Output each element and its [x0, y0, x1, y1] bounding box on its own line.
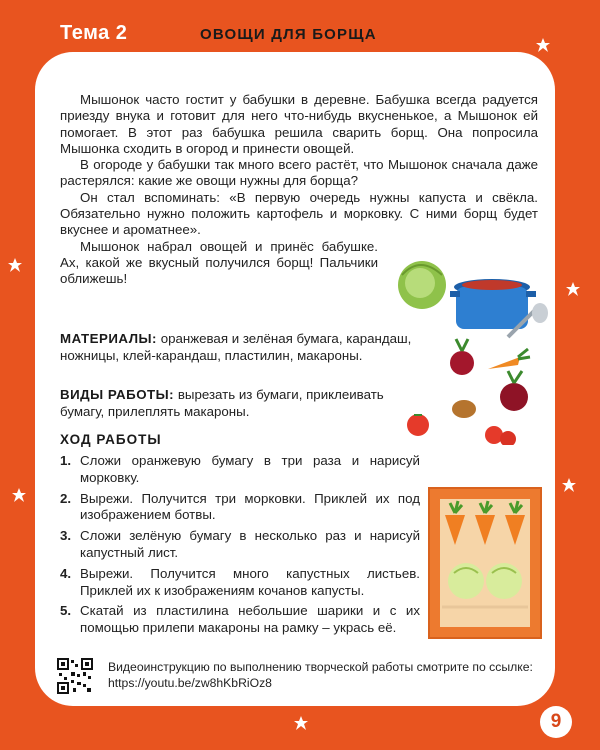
step-number: 3. — [60, 528, 72, 544]
materials-label: МАТЕРИАЛЫ: — [60, 331, 157, 346]
craft-example-frame — [428, 487, 542, 639]
maple-leaf-icon — [536, 38, 550, 52]
work-types-section — [60, 386, 430, 420]
work-types-text: вырезать из бумаги, приклеивать бумагу, прилеплять макароны. — [60, 387, 384, 419]
carrot-cabbage-craft-image — [440, 499, 530, 627]
cabbage-icon — [398, 261, 446, 309]
story-paragraph: Он стал вспоминать: «В первую очередь нужны капуста и свёкла. Обязательно нужно положить картофель и морковку. С ними борщ будет вкуснее и ароматнее». — [60, 189, 538, 238]
step-text: Сложи оранжевую бумагу в три раза и нарисуй морковку. — [80, 453, 420, 485]
step-text: Скатай из пластилина небольшие шарики и с их помощью прилепи макароны на рамку – укрась её. — [80, 603, 420, 636]
qr-code-icon — [57, 658, 93, 694]
carrot-icon — [445, 515, 525, 545]
story-paragraph: Мышонок часто гостит у бабушки в деревне. Бабушка всегда радуется приезду внука и готовит для него что-нибудь вкусненькое, а Мышонок ей помогает. В этот раз бабушка решила сварить борщ. Она попросила Мышонка сходить в огород и принести овощей. — [60, 92, 538, 156]
topic-label: Тема 2 — [60, 22, 128, 44]
step-item — [60, 453, 420, 487]
steps-heading: ХОД РАБОТЫ — [60, 432, 162, 447]
cabbage-icon — [448, 563, 522, 599]
step-item — [60, 528, 420, 562]
step-item — [60, 603, 420, 637]
potato-icon — [452, 400, 476, 418]
materials-section — [60, 330, 430, 364]
work-types-label: ВИДЫ РАБОТЫ: — [60, 387, 175, 402]
maple-leaf-icon — [12, 488, 26, 502]
carrot-top-icon — [450, 501, 522, 513]
beet-icon — [500, 371, 528, 411]
maple-leaf-icon — [294, 716, 308, 730]
step-item — [60, 566, 420, 600]
step-text: Сложи зелёную бумагу в несколько раз и нарисуй капустный лист. — [80, 528, 420, 560]
video-instruction-text: Видеоинструкцию по выполнению творческой работы смотрите по ссылке: https://youtu.be/zw8hKbRiOz8 — [108, 660, 533, 690]
beet-icon — [450, 339, 474, 375]
page-title: ОВОЩИ ДЛЯ БОРЩА — [200, 26, 377, 43]
tomato-icon — [407, 414, 429, 436]
carrot-icon — [488, 349, 530, 369]
tomato-icon — [485, 426, 516, 445]
step-text: Вырежи. Получится три морковки. Приклей их под изображением ботвы. — [80, 490, 420, 523]
maple-leaf-icon — [566, 282, 580, 296]
step-item — [60, 491, 420, 525]
step-number: 4. — [60, 565, 72, 581]
story-paragraph: Мышонок набрал овощей и принёс бабушке. Ах, какой же вкусный получился борщ! Пальчики оближешь! — [60, 238, 378, 287]
craft-example-panel — [440, 499, 530, 627]
steps-list — [60, 453, 420, 641]
page-number: 9 — [540, 706, 572, 738]
step-number: 5. — [60, 603, 72, 619]
vegetables-pot-illustration — [390, 245, 550, 445]
step-number: 2. — [60, 490, 72, 506]
story-paragraph: В огороде у бабушки так много всего растёт, что Мышонок сначала даже растерялся: какие же овощи нужны для борща? — [60, 157, 538, 189]
materials-text: оранжевая и зелёная бумага, карандаш, ножницы, клей-карандаш, пластилин, макароны. — [60, 331, 412, 363]
maple-leaf-icon — [562, 478, 576, 492]
maple-leaf-icon — [8, 258, 22, 272]
step-text: Вырежи. Получится много капустных листьев. Приклей их к изображениям кочанов капусты. — [80, 565, 420, 598]
step-number: 1. — [60, 453, 72, 468]
